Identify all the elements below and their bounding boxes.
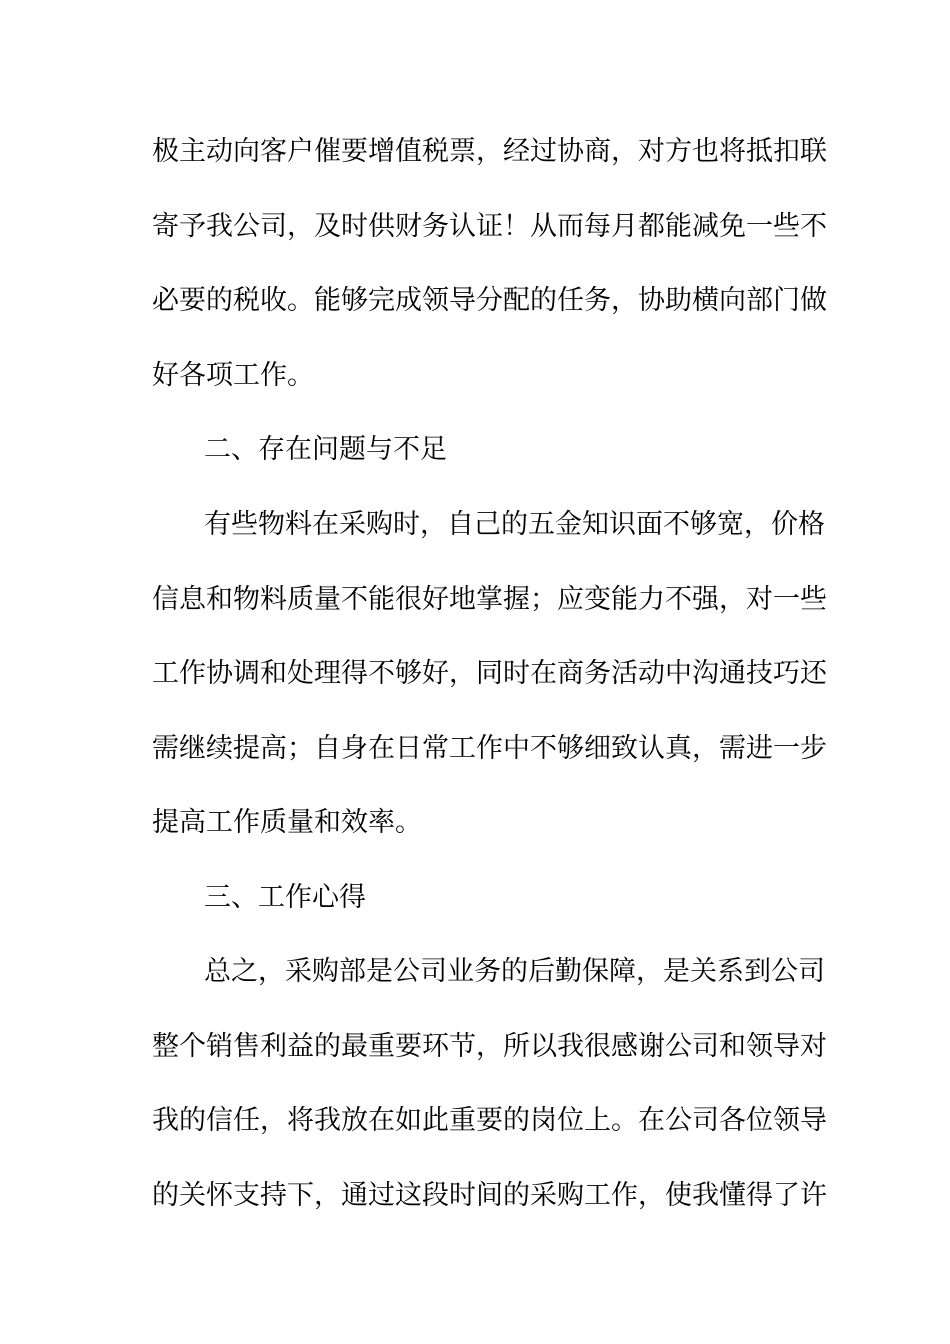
paragraph-line: 我的信任，将我放在如此重要的岗位上。在公司各位领导: [152, 1105, 827, 1136]
paragraph-line: 总之，采购部是公司业务的后勤保障，是关系到公司: [204, 956, 825, 987]
paragraph-line: 的关怀支持下，通过这段时间的采购工作，使我懂得了许: [152, 1180, 827, 1211]
paragraph-line: 寄予我公司，及时供财务认证！从而每月都能减免一些不: [152, 211, 827, 242]
section-heading: 二、存在问题与不足: [204, 434, 447, 465]
paragraph-line: 工作协调和处理得不够好，同时在商务活动中沟通技巧还: [152, 658, 827, 689]
paragraph-line: 提高工作质量和效率。: [152, 807, 422, 838]
section-heading: 三、工作心得: [204, 882, 366, 913]
paragraph-line: 极主动向客户催要增值税票，经过协商，对方也将抵扣联: [152, 136, 827, 167]
paragraph-line: 整个销售利益的最重要环节，所以我很感谢公司和领导对: [152, 1031, 827, 1062]
paragraph-line: 信息和物料质量不能很好地掌握；应变能力不强，对一些: [152, 584, 827, 615]
paragraph-line: 需继续提高；自身在日常工作中不够细致认真，需进一步: [152, 733, 827, 764]
paragraph-line: 有些物料在采购时，自己的五金知识面不够宽，价格: [204, 509, 825, 540]
paragraph-line: 必要的税收。能够完成领导分配的任务，协助横向部门做: [152, 285, 827, 316]
paragraph-line: 好各项工作。: [152, 360, 314, 391]
